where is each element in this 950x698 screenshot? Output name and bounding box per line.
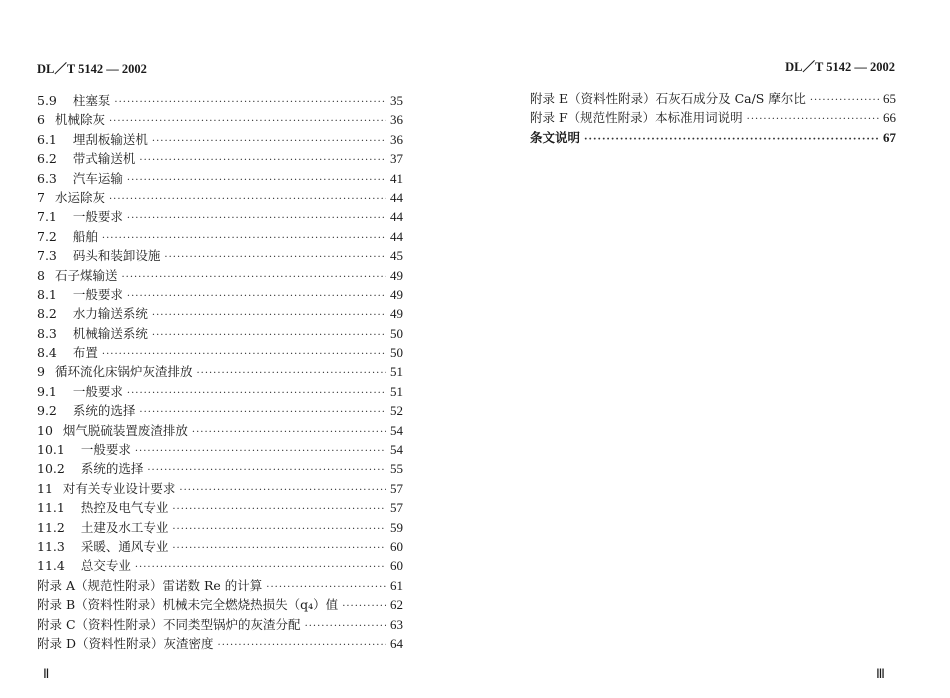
- dot-leader: [196, 368, 386, 379]
- toc-entry[interactable]: [37, 246, 403, 265]
- dot-leader: [152, 136, 386, 147]
- toc-entry-page: 44: [390, 189, 403, 205]
- dot-leader: [127, 213, 386, 224]
- dot-leader: [147, 465, 386, 476]
- toc-entry-number: 附录 D: [37, 635, 76, 651]
- dot-leader: [218, 640, 386, 651]
- toc-entry-number: 8: [37, 267, 45, 283]
- toc-entry-title: 埋刮板输送机: [72, 131, 148, 147]
- toc-entry[interactable]: [37, 362, 403, 381]
- toc-entry-number: 7.1: [37, 209, 57, 225]
- dot-leader: [172, 504, 386, 515]
- dot-leader: [584, 134, 879, 145]
- toc-left-column: [37, 91, 403, 653]
- toc-entry-page: 62: [390, 597, 403, 613]
- dot-leader: [192, 427, 386, 438]
- page-number-right: Ⅲ: [876, 666, 885, 681]
- dot-leader: [179, 485, 386, 496]
- toc-entry-number: 10.1: [37, 442, 65, 458]
- toc-entry-title: 烟气脱硫装置废渣排放: [62, 422, 188, 438]
- toc-entry-title: 石子煤输送: [54, 267, 118, 283]
- toc-entry[interactable]: [37, 615, 403, 634]
- toc-entry-title: 汽车运输: [72, 170, 123, 186]
- toc-entry-title: 水力输送系统: [72, 306, 148, 322]
- toc-entry-page: 67: [883, 129, 896, 145]
- toc-entry-title: 总交专业: [80, 558, 131, 574]
- toc-entry-number: 11.4: [37, 558, 65, 574]
- toc-entry[interactable]: [37, 285, 403, 304]
- dot-leader: [114, 97, 386, 108]
- dot-leader: [109, 194, 386, 205]
- toc-entry-title: 系统的选择: [72, 403, 136, 419]
- toc-entry[interactable]: [37, 440, 403, 459]
- toc-entry[interactable]: [37, 459, 403, 478]
- toc-entry[interactable]: [37, 149, 403, 168]
- toc-entry-number: 8.1: [37, 286, 57, 302]
- toc-entry-page: 64: [390, 635, 403, 651]
- toc-entry-number: 11.3: [37, 538, 65, 554]
- toc-entry-number: 11.1: [37, 500, 65, 516]
- toc-entry[interactable]: [37, 324, 403, 343]
- toc-entry-page: 54: [390, 442, 403, 458]
- toc-entry-page: 49: [390, 267, 403, 283]
- toc-entry-title: （资料性附录）机械未完全燃烧热损失（q₄）值: [75, 597, 339, 613]
- toc-entry-page: 66: [883, 110, 896, 126]
- dot-leader: [266, 582, 386, 593]
- toc-entry-title: 水运除灰: [54, 189, 105, 205]
- toc-entry-page: 49: [390, 286, 403, 302]
- page-number-left: Ⅱ: [43, 666, 50, 681]
- dot-leader: [164, 252, 386, 263]
- toc-entry[interactable]: [37, 498, 403, 517]
- toc-entry-page: 50: [390, 345, 403, 361]
- toc-entry-page: 36: [390, 131, 403, 147]
- toc-entry-title: （资料性附录）石灰石成分及 Ca/S 摩尔比: [568, 91, 806, 106]
- dot-leader: [172, 543, 386, 554]
- toc-entry-title: （资料性附录）灰渣密度: [76, 635, 214, 651]
- toc-entry[interactable]: [37, 304, 403, 323]
- toc-entry[interactable]: [37, 169, 403, 188]
- toc-entry-number: 9.1: [37, 383, 57, 399]
- dot-leader: [121, 272, 386, 283]
- dot-leader: [139, 407, 386, 418]
- toc-entry[interactable]: [37, 518, 403, 537]
- toc-entry-title: 一般要求: [72, 286, 123, 302]
- toc-entry-title: （资料性附录）不同类型锅炉的灰渣分配: [75, 616, 301, 632]
- dot-leader: [102, 349, 386, 360]
- toc-entry-title: 采暖、通风专业: [80, 538, 169, 554]
- dot-leader: [152, 330, 386, 341]
- toc-entry-number: 附录 A: [37, 577, 76, 593]
- toc-entry-page: 60: [390, 538, 403, 554]
- dot-leader: [342, 601, 386, 612]
- toc-right-column: [530, 89, 896, 147]
- toc-entry-page: 41: [390, 170, 403, 186]
- toc-entry[interactable]: [37, 91, 403, 110]
- toc-entry-page: 51: [390, 364, 403, 380]
- dot-leader: [747, 114, 879, 125]
- toc-entry-title: 对有关专业设计要求: [62, 480, 176, 496]
- toc-entry[interactable]: [37, 479, 403, 498]
- toc-entry[interactable]: [37, 634, 403, 653]
- toc-entry-number: 6.3: [37, 170, 57, 186]
- toc-entry-page: 51: [390, 383, 403, 399]
- toc-entry-page: 60: [390, 558, 403, 574]
- toc-entry-number: 7.2: [37, 228, 57, 244]
- toc-entry-title: 条文说明: [530, 129, 581, 145]
- dot-leader: [135, 562, 386, 573]
- dot-leader: [127, 175, 386, 186]
- dot-leader: [810, 95, 879, 106]
- toc-entry-title: 带式输送机: [72, 151, 136, 167]
- toc-entry-page: 57: [390, 500, 403, 516]
- toc-entry-number: 8.2: [37, 306, 57, 322]
- toc-entry-number: 5.9: [37, 93, 57, 108]
- dot-leader: [305, 621, 386, 632]
- dot-leader: [127, 388, 386, 399]
- toc-entry-page: 35: [390, 93, 403, 108]
- toc-entry-page: 59: [390, 519, 403, 535]
- toc-entry-number: 附录 F: [530, 110, 568, 126]
- toc-entry-number: 6.1: [37, 131, 57, 147]
- toc-entry-number: 10.2: [37, 461, 65, 477]
- toc-entry[interactable]: [37, 207, 403, 226]
- toc-entry[interactable]: [37, 382, 403, 401]
- toc-entry-page: 44: [390, 228, 403, 244]
- toc-entry-page: 57: [390, 480, 403, 496]
- toc-entry-title: 柱塞泵: [72, 93, 111, 108]
- toc-entry-title: 机械输送系统: [72, 325, 148, 341]
- toc-entry-page: 49: [390, 306, 403, 322]
- toc-entry-title: 码头和装卸设施: [72, 248, 161, 264]
- toc-entry-title: 土建及水工专业: [80, 519, 169, 535]
- toc-entry-number: 10: [37, 422, 53, 438]
- toc-entry-page: 52: [390, 403, 403, 419]
- toc-entry-number: 附录 C: [37, 616, 76, 632]
- toc-entry[interactable]: [37, 595, 403, 614]
- toc-entry-page: 54: [390, 422, 403, 438]
- toc-entry-page: 55: [390, 461, 403, 477]
- toc-entry-page: 37: [390, 151, 403, 167]
- running-header-right: DL／T 5142 — 2002: [785, 60, 895, 74]
- toc-entry-title: 系统的选择: [80, 461, 144, 477]
- dot-leader: [102, 233, 386, 244]
- toc-entry[interactable]: [37, 556, 403, 575]
- toc-entry-number: 附录 E: [530, 91, 569, 106]
- toc-entry[interactable]: [37, 343, 403, 362]
- toc-entry-number: 11: [37, 480, 53, 496]
- toc-entry-number: 7.3: [37, 248, 57, 264]
- toc-entry-title: 热控及电气专业: [80, 500, 169, 516]
- toc-entry-number: 附录 B: [37, 597, 76, 613]
- toc-entry-title: （规范性附录）雷诺数 Re 的计算: [75, 577, 263, 593]
- toc-entry-title: 一般要求: [72, 209, 123, 225]
- toc-entry-page: 65: [883, 91, 896, 106]
- toc-entry-title: 船舶: [72, 228, 98, 244]
- toc-entry-number: 9.2: [37, 403, 57, 419]
- toc-entry[interactable]: [530, 128, 896, 147]
- toc-entry[interactable]: [37, 110, 403, 129]
- running-header-left: DL／T 5142 — 2002: [37, 62, 147, 76]
- toc-entry-number: 9: [37, 364, 45, 380]
- toc-entry[interactable]: [37, 227, 403, 246]
- toc-entry-number: 11.2: [37, 519, 65, 535]
- toc-entry[interactable]: [37, 421, 403, 440]
- toc-entry-page: 36: [390, 112, 403, 128]
- toc-entry-page: 63: [390, 616, 403, 632]
- toc-entry-number: 8.4: [37, 345, 57, 361]
- toc-entry-title: 一般要求: [72, 383, 123, 399]
- toc-entry[interactable]: [37, 188, 403, 207]
- toc-entry[interactable]: [37, 130, 403, 149]
- toc-entry-number: 7: [37, 189, 45, 205]
- toc-entry-page: 45: [390, 248, 403, 264]
- dot-leader: [109, 116, 386, 127]
- toc-entry-number: 6: [37, 112, 45, 128]
- toc-entry[interactable]: [37, 576, 403, 595]
- toc-entry-title: 布置: [72, 345, 98, 361]
- toc-entry[interactable]: [530, 89, 896, 108]
- toc-entry-title: 一般要求: [80, 442, 131, 458]
- toc-entry-title: 机械除灰: [54, 112, 105, 128]
- toc-entry[interactable]: [37, 537, 403, 556]
- dot-leader: [139, 155, 386, 166]
- toc-entry[interactable]: [530, 108, 896, 127]
- dot-leader: [152, 310, 386, 321]
- toc-entry-number: 8.3: [37, 325, 57, 341]
- toc-entry-title: （规范性附录）本标准用词说明: [567, 110, 743, 126]
- dot-leader: [172, 524, 386, 535]
- toc-entry-number: 6.2: [37, 151, 57, 167]
- toc-entry-title: 循环流化床锅炉灰渣排放: [54, 364, 193, 380]
- toc-entry-page: 44: [390, 209, 403, 225]
- dot-leader: [135, 446, 386, 457]
- toc-entry-page: 50: [390, 325, 403, 341]
- toc-entry[interactable]: [37, 266, 403, 285]
- toc-entry-page: 61: [390, 577, 403, 593]
- dot-leader: [127, 291, 386, 302]
- toc-entry[interactable]: [37, 401, 403, 420]
